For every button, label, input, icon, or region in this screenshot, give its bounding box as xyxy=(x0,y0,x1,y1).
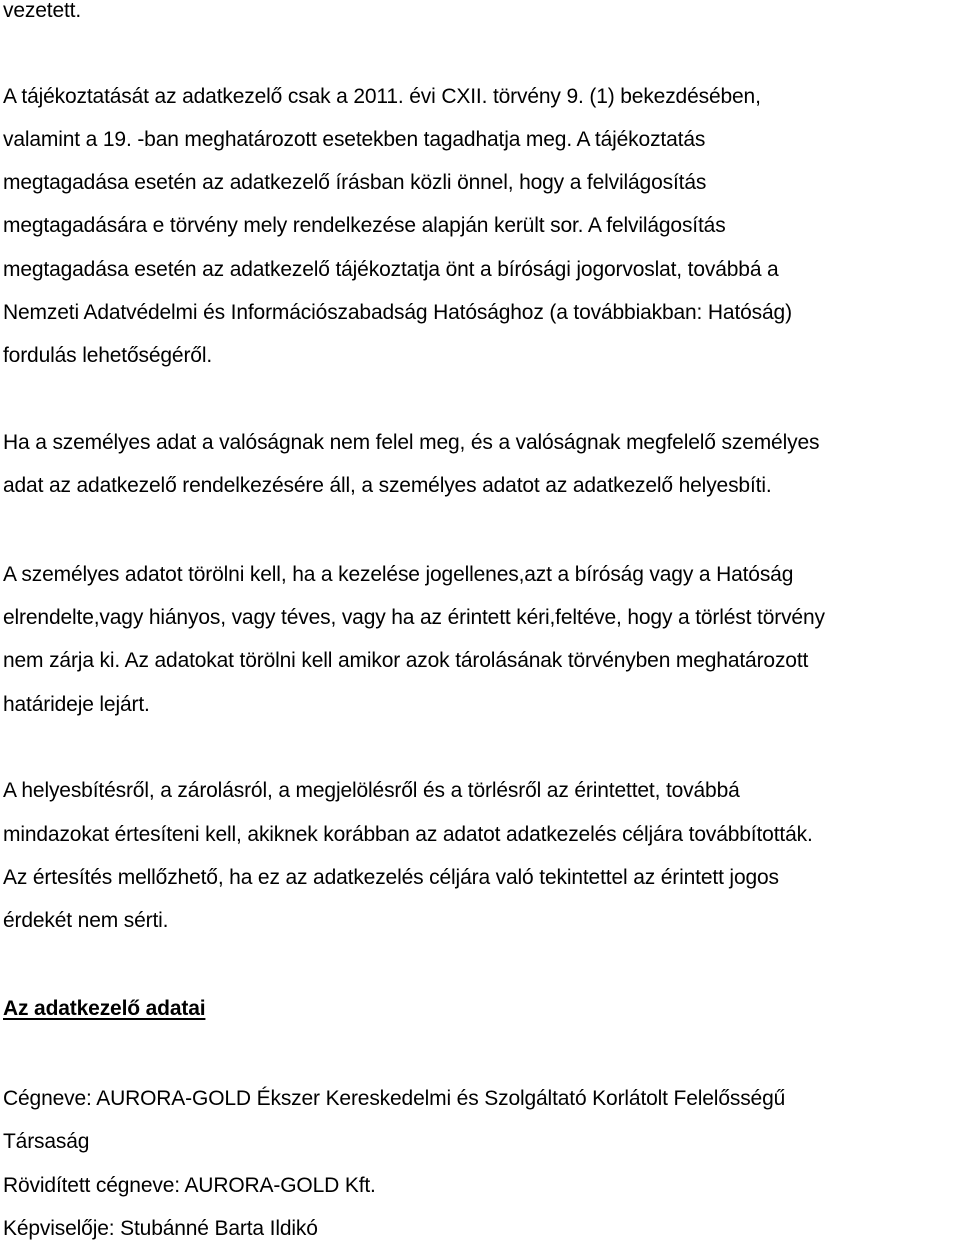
paragraph-line: Ha a személyes adat a valóságnak nem felel meg, és a valóságnak megfelelő személyes xyxy=(3,431,820,454)
paragraph-line: A helyesbítésről, a zárolásról, a megjelölésről és a törlésről az érintettet, továbbá xyxy=(3,779,740,802)
paragraph-line: elrendelte,vagy hiányos, vagy téves, vagy ha az érintett kéri,feltéve, hogy a törlést törvény xyxy=(3,606,825,629)
paragraph-line: Nemzeti Adatvédelmi és Információszabadság Hatósághoz (a továbbiakban: Hatóság) xyxy=(3,301,792,324)
paragraph-line: mindazokat értesíteni kell, akiknek korábban az adatot adatkezelés céljára továbbították. xyxy=(3,823,813,846)
company-name-line: Cégneve: AURORA-GOLD Ékszer Kereskedelmi és Szolgáltató Korlátolt Felelősségű xyxy=(3,1087,786,1110)
paragraph-line: adat az adatkezelő rendelkezésére áll, a személyes adatot az adatkezelő helyesbíti. xyxy=(3,474,772,497)
company-name-line: Társaság xyxy=(3,1130,90,1153)
paragraph-line: érdekét nem sérti. xyxy=(3,909,169,932)
paragraph-line: megtagadása esetén az adatkezelő tájékoztatja önt a bírósági jogorvoslat, továbbá a xyxy=(3,258,779,281)
paragraph-line: A személyes adatot törölni kell, ha a kezelése jogellenes,azt a bíróság vagy a Hatóság xyxy=(3,563,794,586)
paragraph-line: fordulás lehetőségéről. xyxy=(3,344,213,367)
paragraph-line: határideje lejárt. xyxy=(3,693,150,716)
paragraph-line: valamint a 19. -ban meghatározott esetekben tagadhatja meg. A tájékoztatás xyxy=(3,128,706,151)
paragraph-line: A tájékoztatását az adatkezelő csak a 2011. évi CXII. törvény 9. (1) bekezdésében, xyxy=(3,85,761,108)
paragraph-line: megtagadása esetén az adatkezelő írásban közli önnel, hogy a felvilágosítás xyxy=(3,171,707,194)
paragraph-line: Az értesítés mellőzhető, ha ez az adatkezelés céljára való tekintettel az érintett jogos xyxy=(3,866,779,889)
intro-line: vezetett. xyxy=(3,0,82,22)
paragraph-line: megtagadására e törvény mely rendelkezése alapján került sor. A felvilágosítás xyxy=(3,214,726,237)
paragraph-line: nem zárja ki. Az adatokat törölni kell amikor azok tárolásának törvényben meghatározott xyxy=(3,649,809,672)
company-short-name: Rövidített cégneve: AURORA-GOLD Kft. xyxy=(3,1174,376,1197)
company-representative: Képviselője: Stubánné Barta Ildikó xyxy=(3,1217,318,1240)
section-heading: Az adatkezelő adatai xyxy=(3,997,206,1020)
